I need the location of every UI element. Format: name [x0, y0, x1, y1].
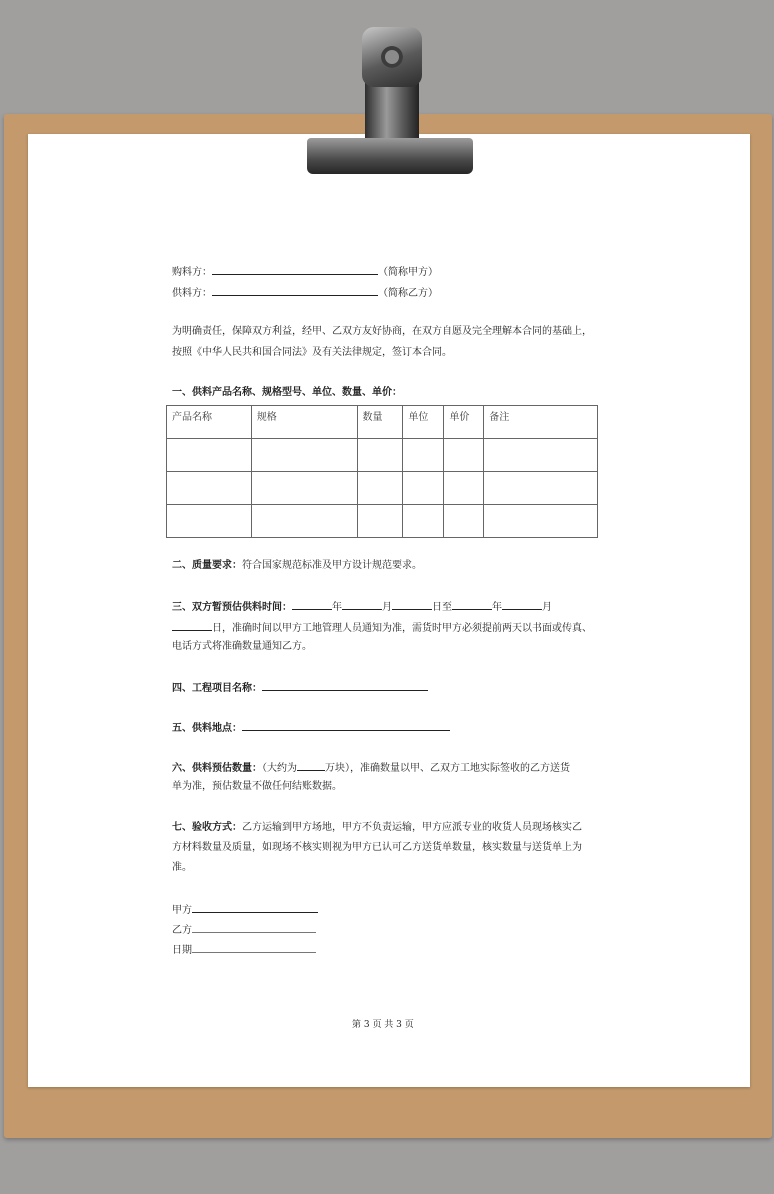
table-row — [167, 439, 598, 472]
section6-line-1 — [172, 761, 570, 775]
end-month-blank[interactable] — [502, 600, 542, 610]
party-b-label: 乙方 — [172, 925, 192, 936]
day-to-label: 日至 — [432, 602, 452, 613]
col-price: 单价 — [444, 406, 484, 439]
section3-line-3: 电话方式将准确数量通知乙方。 — [172, 641, 312, 652]
table-cell[interactable] — [167, 472, 252, 505]
table-cell[interactable] — [444, 439, 484, 472]
table-cell[interactable] — [484, 439, 598, 472]
table-cell[interactable] — [403, 439, 444, 472]
col-product-name: 产品名称 — [167, 406, 252, 439]
table-cell[interactable] — [357, 472, 403, 505]
table-row — [167, 472, 598, 505]
table-cell[interactable] — [484, 505, 598, 538]
section7-title: 七、验收方式： — [172, 822, 242, 833]
table-cell[interactable] — [251, 505, 357, 538]
section1-title: 一、供料产品名称、规格型号、单位、数量、单价： — [172, 387, 402, 398]
page-number: 第 3 页 共 3 页 — [352, 1020, 414, 1030]
table-cell[interactable] — [444, 472, 484, 505]
start-year-blank[interactable] — [292, 600, 332, 610]
col-remark: 备注 — [484, 406, 598, 439]
col-quantity: 数量 — [357, 406, 403, 439]
year-label: 年 — [492, 602, 502, 613]
table-cell[interactable] — [167, 505, 252, 538]
table-cell[interactable] — [251, 472, 357, 505]
section3-day-text: 日，准确时间以甲方工地管理人员通知为准，需货时甲方必须提前两天以书面或传真、 — [212, 623, 592, 634]
table-cell[interactable] — [167, 439, 252, 472]
section3-line-1 — [172, 600, 552, 614]
table-cell[interactable] — [484, 472, 598, 505]
party-b-blank[interactable] — [192, 923, 316, 933]
quantity-blank[interactable] — [297, 761, 325, 771]
section4-title: 四、工程项目名称： — [172, 683, 262, 694]
signature-party-a — [172, 903, 318, 917]
product-table — [166, 405, 598, 538]
section5-title: 五、供料地点： — [172, 723, 242, 734]
date-blank[interactable] — [192, 943, 316, 953]
section7-text: 乙方运输到甲方场地，甲方不负责运输，甲方应派专业的收货人员现场核实乙 — [242, 822, 582, 833]
table-cell[interactable] — [357, 439, 403, 472]
buyer-label: 购料方： — [172, 267, 212, 278]
table-cell[interactable] — [357, 505, 403, 538]
section4 — [172, 681, 428, 695]
section6-text-a: （大约为 — [262, 763, 297, 774]
date-label: 日期 — [172, 945, 192, 956]
signature-party-b — [172, 923, 316, 937]
end-year-blank[interactable] — [452, 600, 492, 610]
section2-text: 符合国家规范标准及甲方设计规范要求。 — [242, 560, 422, 571]
table-row — [167, 505, 598, 538]
year-label: 年 — [332, 602, 342, 613]
col-spec: 规格 — [251, 406, 357, 439]
section7-line-3: 准。 — [172, 862, 192, 873]
section6-title: 六、供料预估数量： — [172, 763, 262, 774]
section7-line-2: 方材料数量及质量，如现场不核实则视为甲方已认可乙方送货单数量，核实数量与送货单上为 — [172, 842, 582, 853]
col-unit: 单位 — [403, 406, 444, 439]
section3-line-2 — [172, 621, 592, 635]
intro-line-2: 按照《中华人民共和国合同法》及有关法律规定，签订本合同。 — [172, 347, 452, 358]
table-cell[interactable] — [251, 439, 357, 472]
month-label: 月 — [542, 602, 552, 613]
month-label: 月 — [382, 602, 392, 613]
section2 — [172, 560, 422, 572]
supplier-row — [172, 286, 438, 300]
section2-title: 二、质量要求： — [172, 560, 242, 571]
supply-location-blank[interactable] — [242, 721, 450, 731]
intro-line-1: 为明确责任，保障双方利益，经甲、乙双方友好协商，在双方自愿及完全理解本合同的基础上， — [172, 326, 592, 337]
section3-title: 三、双方暂预估供料时间： — [172, 602, 292, 613]
section6-line-2: 单为准，预估数量不做任何结账数据。 — [172, 781, 342, 792]
buyer-row — [172, 265, 438, 279]
clip-base — [307, 138, 473, 174]
table-cell[interactable] — [403, 505, 444, 538]
table-header-row — [167, 406, 598, 439]
clip-body — [365, 82, 419, 142]
signature-date — [172, 943, 316, 957]
supplier-label: 供料方： — [172, 288, 212, 299]
section7-line-1 — [172, 822, 582, 834]
project-name-blank[interactable] — [262, 681, 428, 691]
end-day-blank[interactable] — [172, 621, 212, 631]
table-cell[interactable] — [403, 472, 444, 505]
party-a-blank[interactable] — [192, 903, 318, 913]
start-month-blank[interactable] — [342, 600, 382, 610]
supplier-note: （简称乙方） — [378, 288, 438, 299]
section5 — [172, 721, 450, 735]
table-cell[interactable] — [444, 505, 484, 538]
party-a-label: 甲方 — [172, 905, 192, 916]
buyer-blank[interactable] — [212, 265, 378, 275]
buyer-note: （简称甲方） — [378, 267, 438, 278]
clip-ring-icon — [362, 27, 422, 87]
supplier-blank[interactable] — [212, 286, 378, 296]
start-day-blank[interactable] — [392, 600, 432, 610]
section6-text-b: 万块），准确数量以甲、乙双方工地实际签收的乙方送货 — [325, 763, 570, 774]
